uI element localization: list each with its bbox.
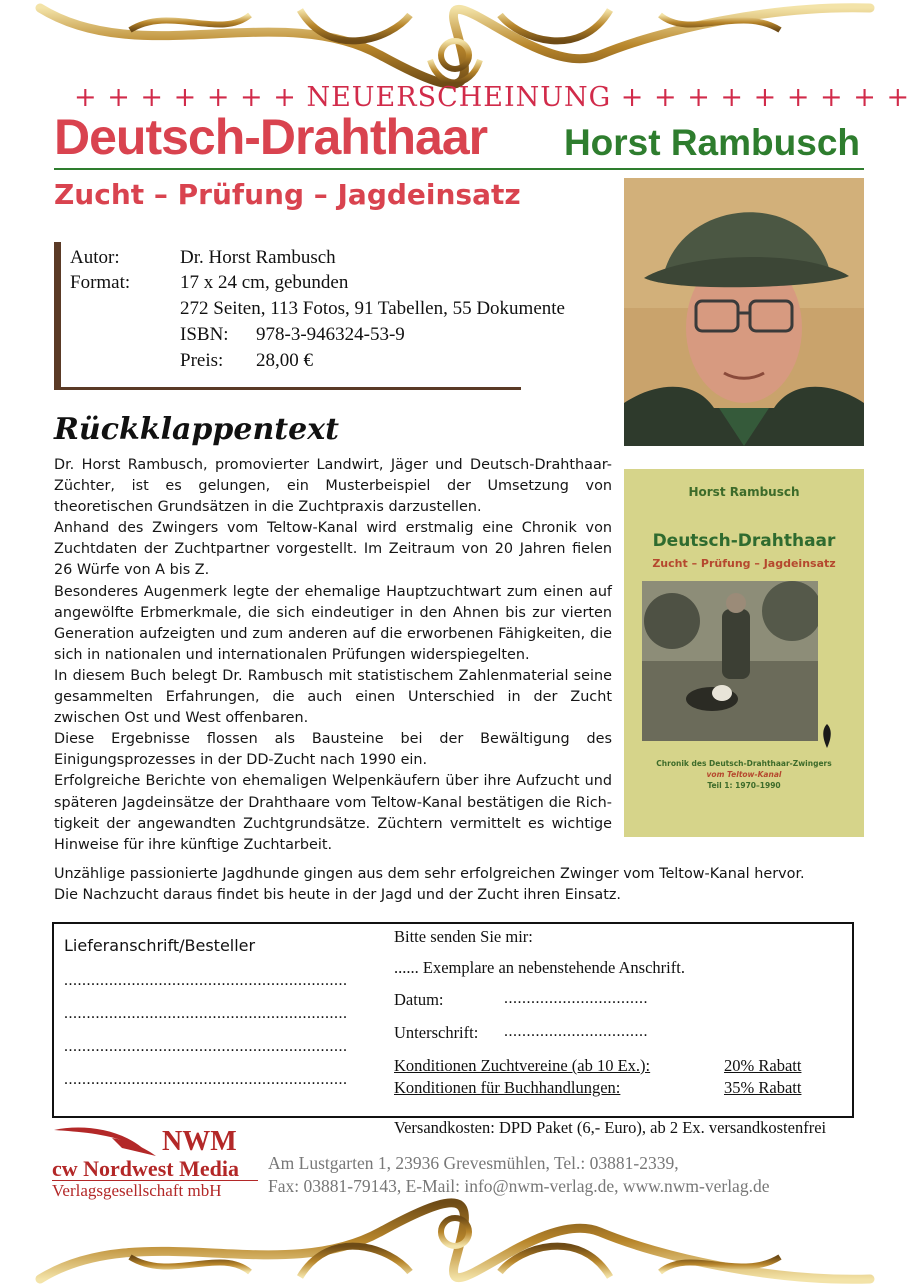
cover-author: Horst Rambusch (688, 485, 800, 499)
cover-photo (642, 581, 818, 741)
exemplare-line[interactable]: ...... Exemplare an nebenstehende Anschrift. (394, 958, 685, 977)
book-subtitle: Zucht – Prüfung – Jagdeinsatz (54, 178, 521, 211)
logo-sub: Verlagsgesellschaft mbH (52, 1180, 258, 1201)
author-heading: Horst Rambusch (563, 122, 860, 163)
contact-line: Fax: 03881-79143, E-Mail: info@nwm-verlag.de, www.nwm-verlag.de (268, 1176, 770, 1196)
format-label: Format: (70, 272, 131, 293)
address-line-1[interactable]: ............................................................... (64, 972, 348, 989)
kond1-value: 20% Rabatt (724, 1056, 802, 1075)
logo-nwm: NWM (162, 1126, 237, 1157)
autor-label: Autor: (70, 247, 120, 268)
price-label: Preis: (180, 350, 224, 371)
book-cover (624, 469, 864, 837)
blurb-line: Die Nachzucht daraus findet bis heute in der Jagd und der Zucht ihren Einsatz. (54, 887, 621, 904)
kond2-value: 35% Rabatt (724, 1078, 802, 1097)
bitte-label: Bitte senden Sie mir: (394, 927, 533, 946)
blurb-line: Unzählige passionierte Jagdhunde gingen aus dem sehr erfolgreichen Zwinger vom Teltow-Kanal hervor. (54, 866, 805, 882)
cover-chronik: Chronik des Deutsch-Drahthaar-Zwingers (656, 759, 832, 768)
blurb-paragraph: Diese Ergebnisse flossen als Bausteine bei der Bewältigung des Einigungsprozesses in der DD-Zucht nach 1990 ein. (54, 731, 612, 769)
cover-title: Deutsch-Drahthaar (652, 531, 836, 551)
blurb-paragraph: In diesem Buch belegt Dr. Rambusch mit statistischem Zahlenmaterial seine gesammelten Erfahrungen, die auch einen Unterschied in der Zucht zwischen Ost und West offenbaren. (54, 667, 612, 727)
blurb-paragraph: Dr. Horst Rambusch, promovierter Landwirt, Jäger und Deutsch-Drahthaar-Züchter, ist es gelungen, ein Musterbeispiel der Umsetzung von theoretischen Grundsätzen in die Zuchtpraxis darzustellen. (54, 457, 612, 516)
versand-info: Versandkosten: DPD Paket (6,- Euro), ab 2 Ex. versandkostenfrei (394, 1118, 827, 1137)
logo-swoosh-icon (52, 1124, 162, 1158)
bottom-ornament (0, 1192, 910, 1287)
address-line-4[interactable]: ............................................................... (64, 1071, 348, 1088)
datum-field[interactable]: ................................ (504, 990, 648, 1007)
blurb-text (54, 455, 612, 856)
section-heading: Rückklappentext (54, 412, 339, 447)
kond1-label: Konditionen Zuchtvereine (ab 10 Ex.): (394, 1056, 651, 1075)
blurb-text-wide (54, 864, 834, 906)
datum-label: Datum: (394, 990, 444, 1009)
cover-teil: Teil 1: 1970–1990 (707, 781, 781, 790)
format-value: 17 x 24 cm, gebunden (180, 272, 349, 293)
title-divider (54, 168, 864, 170)
cover-subtitle: Zucht – Prüfung – Jagdeinsatz (652, 557, 836, 570)
logo-name: cw Nordwest Media (52, 1156, 239, 1181)
blurb-paragraph: Besonderes Augenmerk legte der ehemalige Hauptzuchtwart zum einen auf angewölfte Erbmerkmale, die sich eindeutiger in den Ahnen bis zur vierten Generation aufzeigten und zum anderen auf die erworbenen Fähigkeiten, die sich in nationalen und internationalen Prüfungen widerspiegelten. (54, 583, 612, 663)
neuerscheinung-banner: + + + + + + + NEUERSCHEINUNG + + + + + + + + + (74, 82, 910, 113)
cover-zwinger: vom Teltow-Kanal (706, 770, 782, 779)
isbn-value: 978-3-946324-53-9 (256, 324, 405, 345)
besteller-label: Lieferanschrift/Besteller (64, 936, 256, 955)
cover-publisher-icon (820, 723, 834, 749)
author-portrait (624, 178, 864, 446)
unterschrift-label: Unterschrift: (394, 1023, 479, 1042)
blurb-paragraph: Anhand des Zwingers vom Teltow-Kanal wird erstmalig eine Chronik von Zuchtdaten der Zuchtpartner vorgestellt. Im Zeitraum von 20 Jahren fielen 26 Würfe von A bis Z. (54, 520, 612, 579)
book-title: Deutsch-Drahthaar (54, 109, 488, 165)
blurb-paragraph: Erfolgreiche Berichte von ehemaligen Welpenkäufern über ihre Aufzucht und späteren Jagdeinsätze der Drahthaare vom Teltow-Kanal bestätigen die Richtigkeit der angewandten Zuchtgrundsätze. Züchtern vermittelt es wichtige Hinweise für ihre künftige Zuchtarbeit. (54, 773, 612, 853)
pages-info: 272 Seiten, 113 Fotos, 91 Tabellen, 55 Dokumente (180, 298, 565, 319)
isbn-label: ISBN: (180, 324, 229, 345)
address-line-2[interactable]: ............................................................... (64, 1005, 348, 1022)
order-form (52, 922, 854, 1118)
address-line: Am Lustgarten 1, 23936 Grevesmühlen, Tel.: 03881-2339, (268, 1153, 679, 1173)
address-line-3[interactable]: ............................................................... (64, 1038, 348, 1055)
top-ornament (0, 0, 910, 95)
autor-value: Dr. Horst Rambusch (180, 247, 336, 268)
price-value: 28,00 € (256, 350, 313, 371)
kond2-label: Konditionen für Buchhandlungen: (394, 1078, 621, 1097)
unterschrift-field[interactable]: ................................ (504, 1023, 648, 1040)
